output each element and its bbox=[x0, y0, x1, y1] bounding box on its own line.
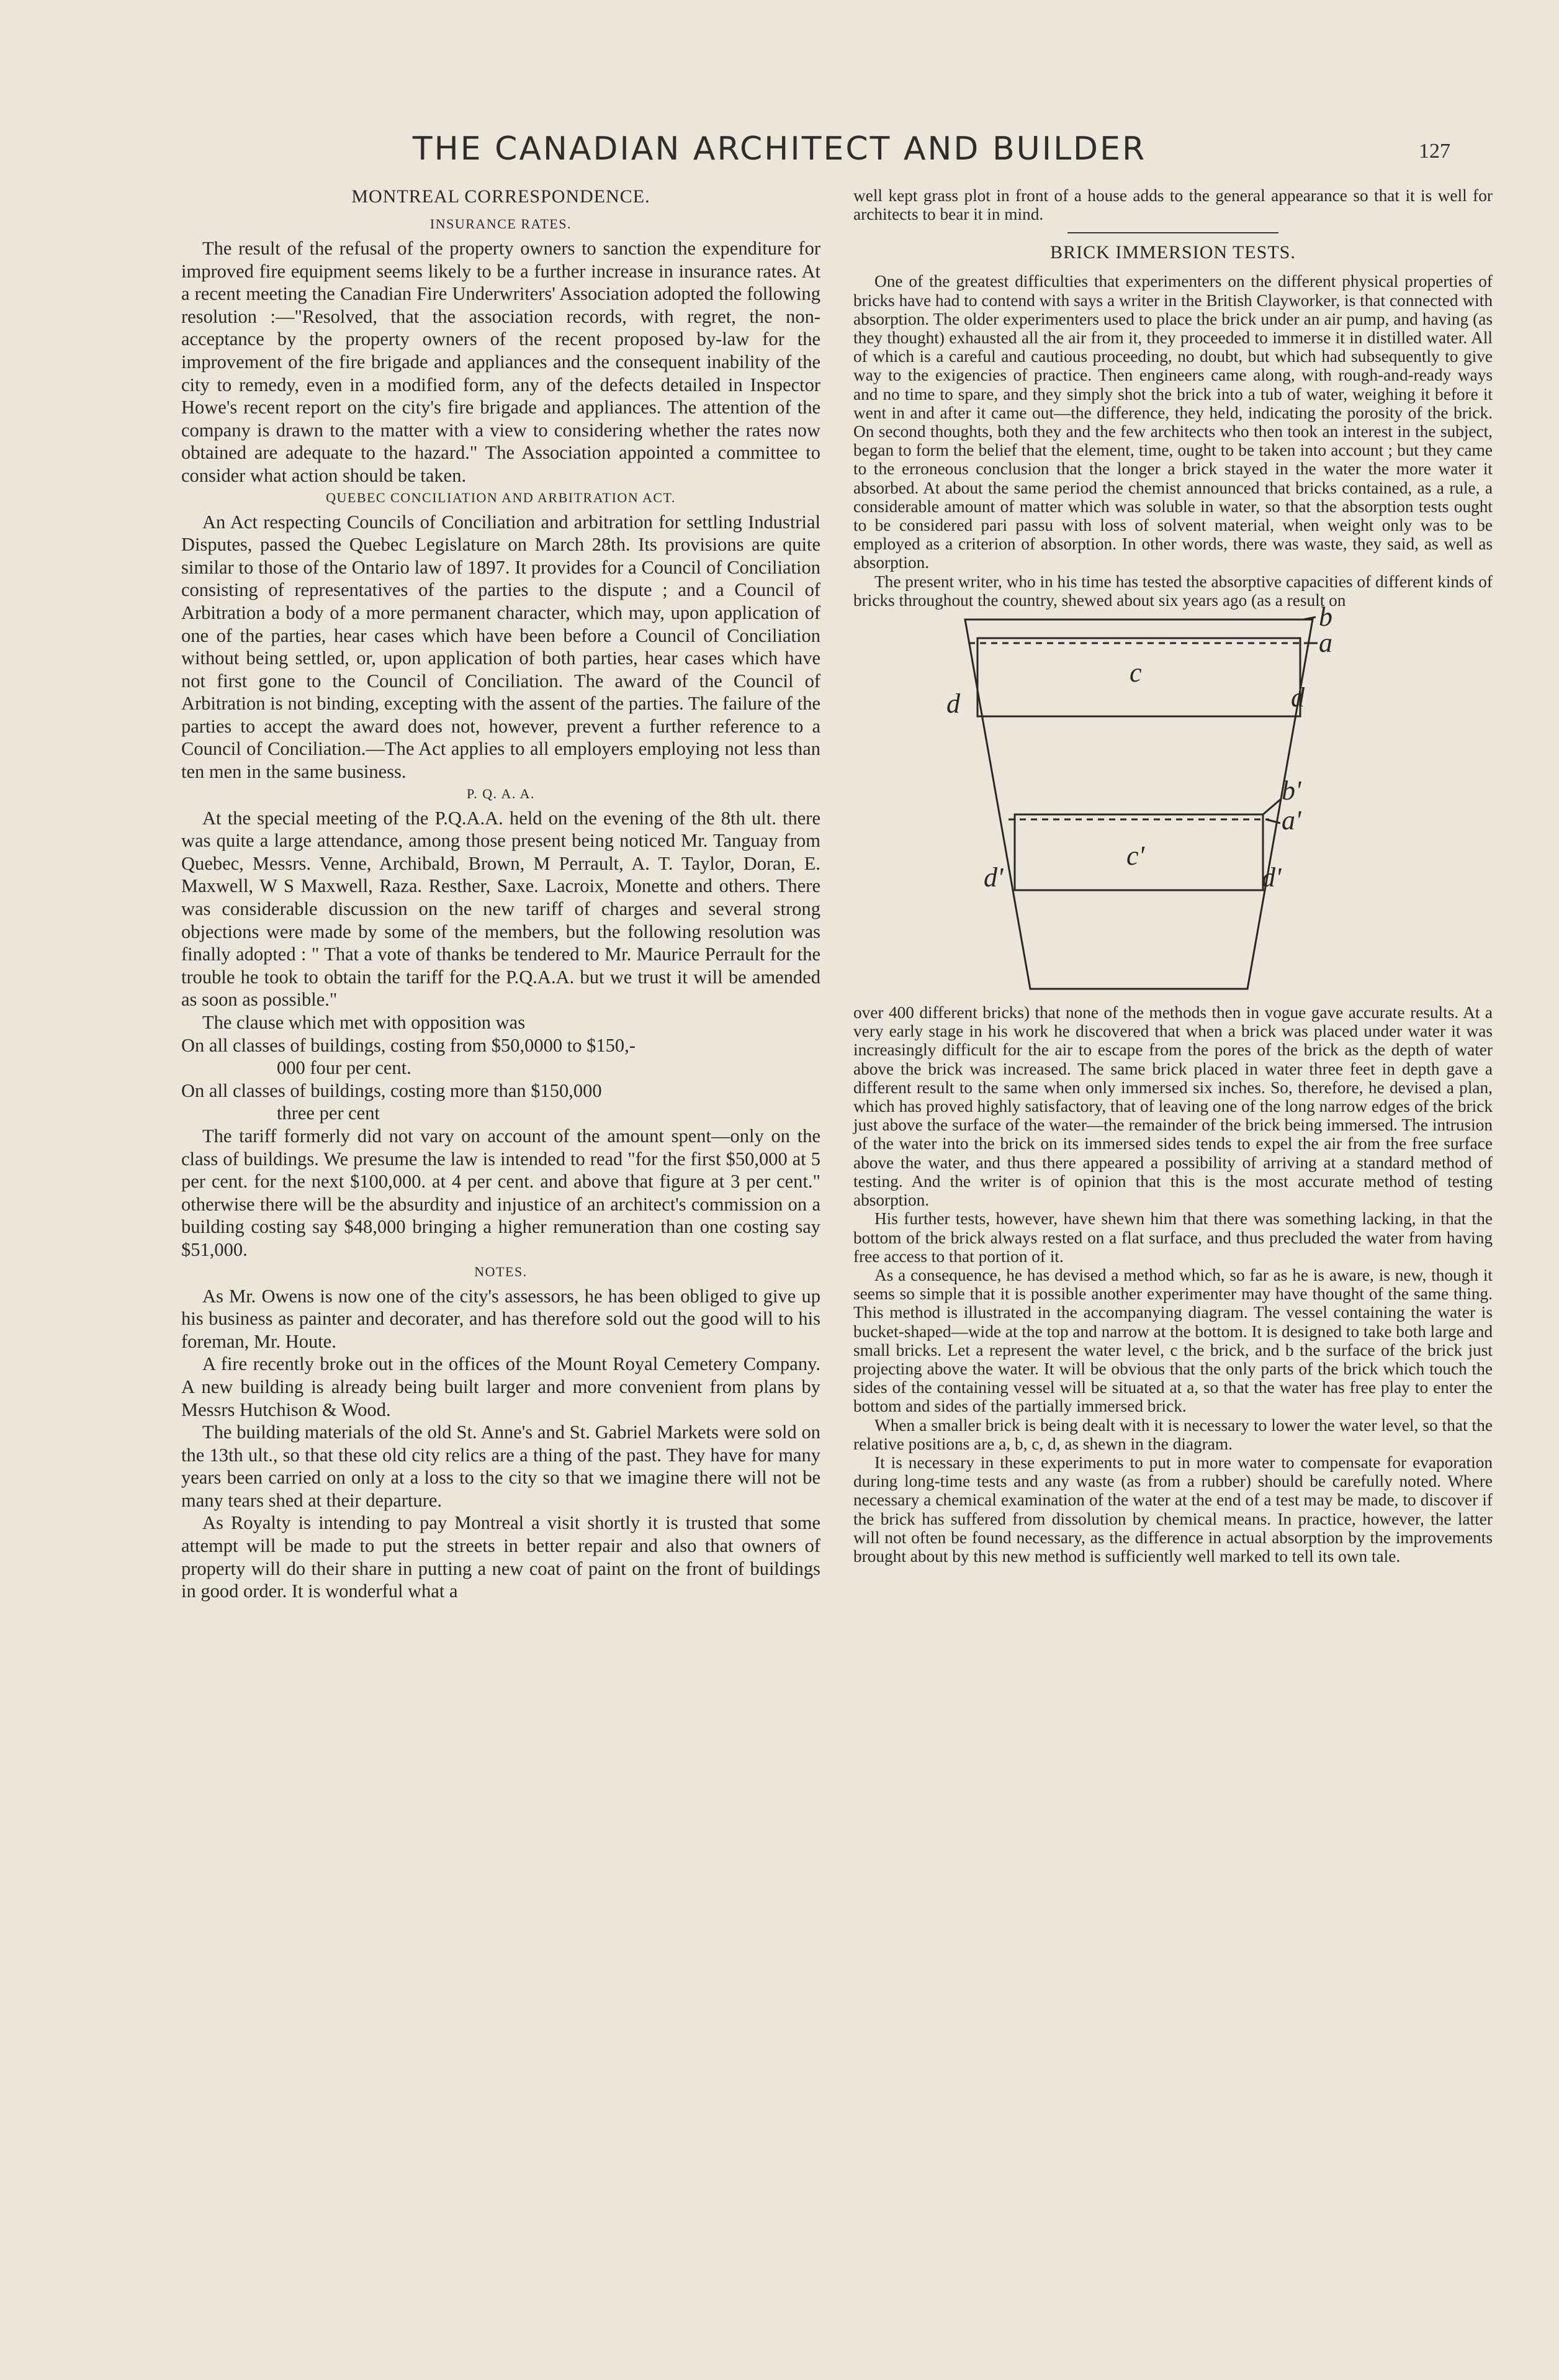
pqaa-clause-1-line-2: 000 four per cent. bbox=[277, 1057, 411, 1079]
pqaa-clause-2-line-1: On all classes of buildings, costing more than $150,000 bbox=[181, 1080, 602, 1101]
notes-paragraph-3: The building materials of the old St. Anne's and St. Gabriel Markets were sold on the 13th ult., so that these old city relics are a thing of the past. They have for many years been carried on only at a loss to the city so that we imagine there will not be many tears shed at their departure. bbox=[181, 1422, 820, 1511]
label-d-right: d bbox=[1291, 682, 1305, 713]
quebec-act-heading: QUEBEC CONCILIATION AND ARBITRATION ACT. bbox=[326, 489, 676, 505]
brick-paragraph-7: It is necessary in these experiments to put in more water to compensate for evaporation during long-time tests and any waste (as from a rubber) should be carefully noted. Where necessary a chemical examination of the water at the end of a test may be made, to discover if the brick has suffered from dissolution by chemical means. In practice, however, the latter will not often be found necessary, as the difference in actual absorption by the improvements brought about by this new method is sufficiently well marked to tell its own tale. bbox=[853, 1453, 1493, 1566]
label-c: c bbox=[1130, 657, 1142, 688]
label-d-left: d bbox=[946, 688, 960, 719]
pqaa-clause-2 bbox=[181, 1080, 820, 1125]
brick-paragraph-1: One of the greatest difficulties that experimenters on the different physical properties of bricks have had to contend with says a writer in the British Clayworker, is that connected with absorption. The older experimenters used to place the brick under an air pump, and having (as they thought) exhausted all the air from it, they proceeded to immerse it in distilled water. All of which is a careful and cautious proceeding, no doubt, but which had subsequently to give way to the exigencies of practice. Then engineers came along, with rough-and-ready ways and no time to spare, and they simply shot the brick into a tub of water, weighing it before it went in and after it came out—the difference, they held, indicating the porosity of the brick. On second thoughts, both they and the few architects who then took an interest in the subject, began to form the belief that the element, time, ought to be taken into account ; but they came to the erroneous conclusion that the longer a brick stayed in the water the more water it absorbed. At about the same period the chemist announced that bricks contained, as a rule, a considerable amount of matter which was soluble in water, so that the absorption tests ought to be considered pari passu with loss of solvent material, when weight only was to be employed as a criterion of absorption. In other words, there was waste, they said, as well as absorption. bbox=[853, 272, 1493, 572]
notes-paragraph-4: As Royalty is intending to pay Montreal a visit shortly it is trusted that some attempt will be made to put the streets in better repair and also that owners of property will do their share in putting a new coat of paint on the front of buildings in good order. It is wonderful what a bbox=[181, 1512, 820, 1602]
masthead-title: THE CANADIAN ARCHITECT AND BUILDER bbox=[412, 130, 1147, 168]
continued-paragraph: well kept grass plot in front of a house adds to the general appearance so that it is well for architects to bear it in mind. bbox=[853, 186, 1493, 224]
insurance-paragraph: The result of the refusal of the property owners to sanction the expenditure for improved fire equipment seems likely to be a further increase in insurance rates. At a recent meeting the Canadian Fire Underwriters' Association adopted the following resolution :—"Resolved, that the association records, with regret, the non-acceptance by the property owners of the recent proposed by-law for the improvement of the fire brigade and appliances and the consequent inability of the city to remedy, even in a modified form, any of the defects detailed in Inspector Howe's recent report on the city's fire brigade and appliances. The attention of the company is drawn to the matter with a view to considering whether the rates now obtained are adequate to the hazard." The Association appointed a committee to consider what action should be taken. bbox=[181, 238, 820, 486]
brick-paragraph-5: As a consequence, he has devised a method which, so far as he is aware, is new, though it seems so simple that it is possible another experimenter may have thought of the same thing. This method is illustrated in the accompanying diagram. The vessel containing the water is bucket-shaped—wide at the top and narrow at the bottom. It is designed to take both large and small bricks. Let a represent the water level, c the brick, and b the surface of the brick just projecting above the water. It will be obvious that the only parts of the brick which touch the sides of the containing vessel will be situated at a, so that the water has free play to enter the bottom and sides of the partially immersed brick. bbox=[853, 1265, 1493, 1416]
label-b2: b' bbox=[1282, 775, 1301, 806]
label-d2-left: d' bbox=[984, 862, 1004, 893]
page-number: 127 bbox=[1419, 140, 1450, 163]
pqaa-paragraph-3: The tariff formerly did not vary on account of the amount spent—only on the class of buildings. We presume the law is intended to read "for the first $50,000 at 5 per cent. for the next $100,000. at 4 per cent. and above that figure at 3 per cent." otherwise there will be the absurdity and injustice of an architect's commission on a building costing say $48,000 bringing a higher remuneration than one costing say $51,000. bbox=[181, 1125, 820, 1260]
brick-paragraph-3: over 400 different bricks) that none of the methods then in vogue gave accurate results. At a very early stage in his work he discovered that when a brick was placed under water it was increasingly difficult for the air to escape from the pores of the brick as the depth of water above the brick was increased. The same brick placed in water three feet in depth gave a different result to the same when only immersed six inches. So, therefore, he devised a plan, which has proved highly satisfactory, that of leaving one of the long narrow edges of the brick just above the surface of the water—the remainder of the brick being immersed. The intrusion of the water into the brick on its immersed sides tends to expel the air from the free surface above the water, and thus there appeared a possibility of arriving at a standard method of testing. And the writer is of opinion that this is the most accurate method of testing absorption. bbox=[853, 1003, 1493, 1210]
brick-paragraph-6: When a smaller brick is being dealt with it is necessary to lower the water level, so that the relative positions are a, b, c, d, as shewn in the diagram. bbox=[853, 1415, 1493, 1453]
pqaa-heading: P. Q. A. A. bbox=[466, 785, 536, 801]
label-c2: c' bbox=[1126, 841, 1144, 872]
notes-paragraph-1: As Mr. Owens is now one of the city's assessors, he has been obliged to give up his business as painter and decorater, and has therefore sold out the good will to his foreman, Mr. Houte. bbox=[181, 1285, 820, 1352]
pqaa-clause-1 bbox=[181, 1034, 820, 1080]
quebec-act-paragraph: An Act respecting Councils of Conciliation and arbitration for settling Industrial Disputes, passed the Quebec Legislature on March 28th. Its provisions are quite similar to those of the Ontario law of 1897. It provides for a Council of Conciliation consisting of representatives of the parties to the dispute ; and a Council of Arbitration a body of a more permanent character, which may, upon application of one of the parties, hear cases which have been before a Council of Conciliation without being settled, or, upon application of both parties, hear cases which have not first gone to the Council of Conciliation. The award of the Council of Arbitration is not binding, excepting with the assent of the parties. The failure of the parties to accept the award does not, however, prevent a further reference to a Council of Conciliation.—The Act applies to all employers employing not less than ten men in the same business. bbox=[181, 511, 820, 783]
label-a: a bbox=[1319, 628, 1332, 659]
notes-paragraph-2: A fire recently broke out in the offices of the Mount Royal Cemetery Company. A new building is already being built larger and more convenient from plans by Messrs Hutchison & Wood. bbox=[181, 1353, 820, 1420]
label-d2-right: d' bbox=[1262, 862, 1282, 893]
brick-paragraph-2: The present writer, who in his time has tested the absorptive capacities of different kinds of bricks throughout the country, shewed about six years ago (as a result on bbox=[853, 572, 1493, 610]
insurance-rates-heading: INSURANCE RATES. bbox=[429, 216, 572, 232]
brick-paragraph-4: His further tests, however, have shewn him that there was something lacking, in that the bottom of the brick always rested on a flat surface, and thus precluded the water from having free access to that portion of it. bbox=[853, 1209, 1493, 1266]
label-b: b bbox=[1319, 602, 1332, 633]
leader-b bbox=[1303, 617, 1316, 620]
label-a2: a' bbox=[1282, 805, 1301, 836]
leader-a2 bbox=[1266, 819, 1280, 823]
right-column bbox=[853, 186, 1493, 1566]
pqaa-clause-1-line-1: On all classes of buildings, costing from $50,0000 to $150,- bbox=[181, 1034, 636, 1056]
pqaa-paragraph-2: The clause which met with opposition was bbox=[202, 1012, 526, 1033]
montreal-correspondence-heading: MONTREAL CORRESPONDENCE. bbox=[351, 186, 650, 207]
pqaa-clause-2-line-2: three per cent bbox=[277, 1102, 380, 1124]
section-divider bbox=[1067, 232, 1278, 233]
pqaa-paragraph-1: At the special meeting of the P.Q.A.A. held on the evening of the 8th ult. there was quite a large attendance, among those present being noticed Mr. Tanguay from Quebec, Messrs. Venne, Archibald, Brown, M Perrault, A. T. Taylor, Doran, E. Maxwell, W S Maxwell, Raza. Resther, Saxe. Lacroix, Monette and others. There was considerable discussion on the new tariff of charges and several strong objections were made by some of the members, but the following resolution was finally adopted : " That a vote of thanks be tendered to Mr. Maurice Perrault for the trouble he took to obtain the tariff for the P.Q.A.A. but we trust it will be amended as soon as possible." bbox=[181, 807, 820, 1011]
left-column bbox=[181, 186, 820, 1603]
bucket-diagram bbox=[946, 602, 1350, 998]
brick-immersion-heading: BRICK IMMERSION TESTS. bbox=[1050, 242, 1296, 263]
notes-heading: NOTES. bbox=[474, 1263, 528, 1279]
